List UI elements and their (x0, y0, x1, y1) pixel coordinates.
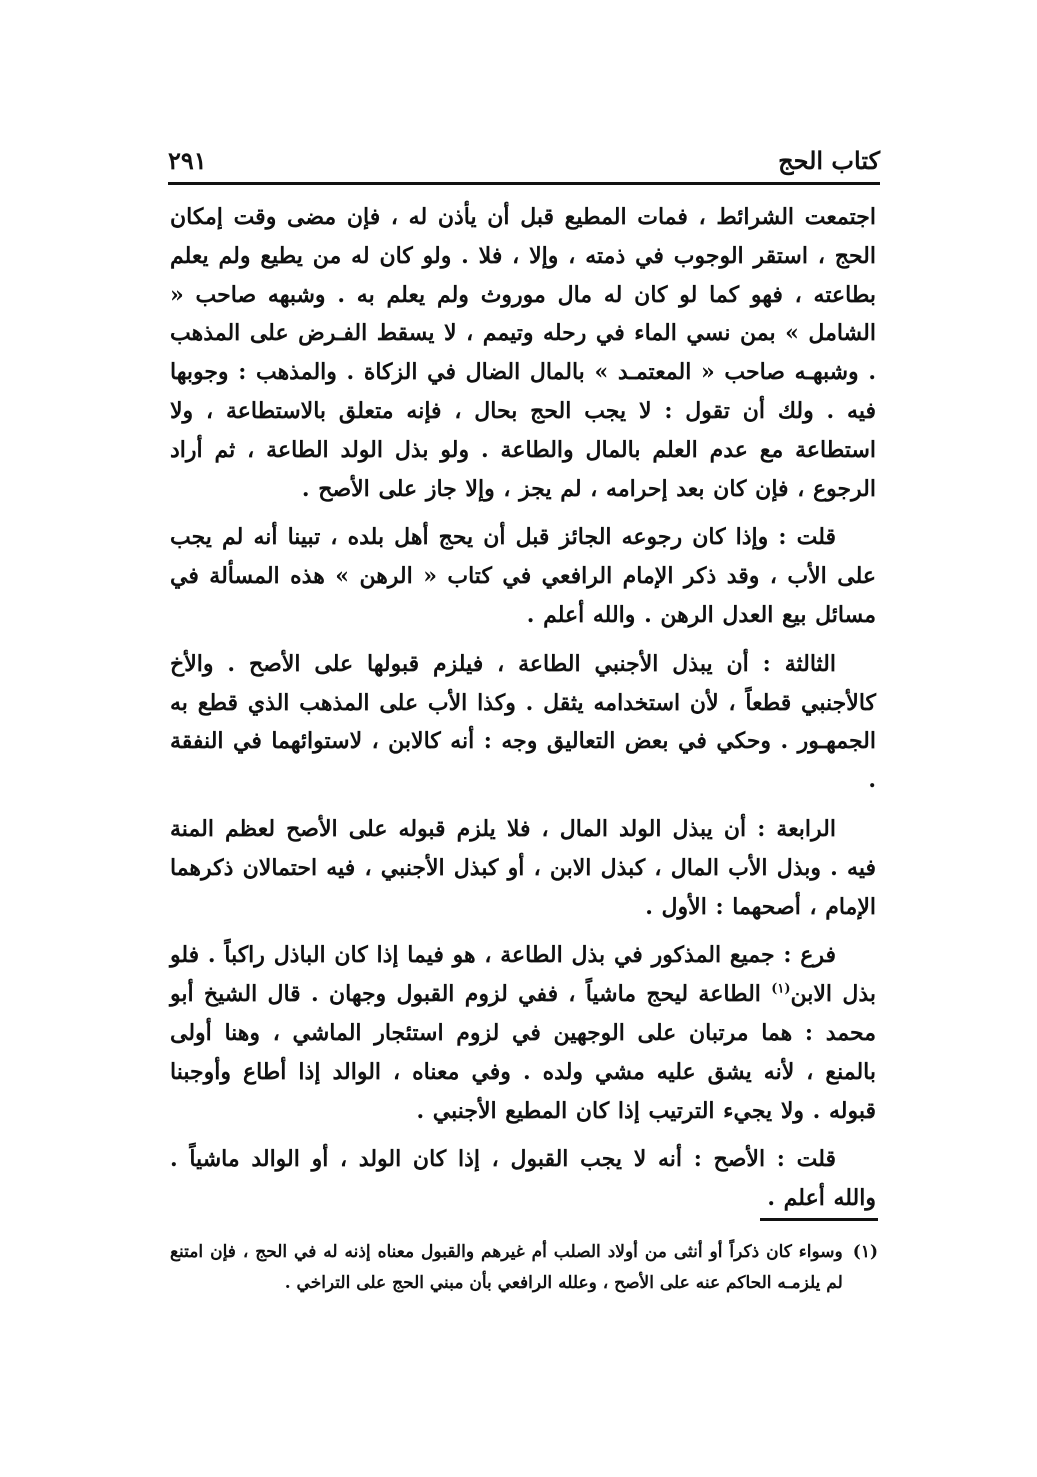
header-rule (168, 182, 880, 185)
paragraph-third-case: الثالثة : أن يبذل الأجنبي الطاعة ، فيلزم قبولها على الأصح . والأخ كالأجنبي قطعاً ، لأن استخدامه يثقل . وكذا الأب على المذهب الذي قطع به الجمهـور . وحكي في بعض التعاليق وجه : أنه كالابن ، لاستوائهما في النفقة . (170, 650, 876, 794)
footnote-number: (١) (852, 1242, 878, 1262)
paragraph-fourth-case: الرابعة : أن يبذل الولد المال ، فلا يلزم قبوله على الأصح لعظم المنة فيه . وبذل الأب المال ، كبذل الابن ، أو كبذل الأجنبي ، فيه احتمالان ذكرهما الإمام ، أصحهما : الأول . (170, 815, 876, 920)
footnote-rule (760, 1218, 878, 1221)
page-number: ٢٩١ (168, 146, 207, 175)
paragraph-continuation: اجتمعت الشرائط ، فمات المطيع قبل أن يأذن له ، فإن مضى وقت إمكان الحج ، استقر الوجوب في ذمته ، وإلا ، فلا . ولو كان له من يطيع ولم يعلم بطاعته ، فهو كما لو كان له مال موروث ولم يعلم به . وشبهه صاحب « الشامل » بمن نسي الماء في رحله وتيمم ، لا يسقط الفـرض على المذهب . وشبهـه صاحب « المعتمـد » بالمال الضال في الزكاة . والمذهب : وجوبها فيه . ولك أن تقول : لا يجب الحج بحال ، فإنه متعلق بالاستطاعة ، ولا استطاعة مع عدم العلم بالمال والطاعة . ولو بذل الولد الطاعة ، ثم أراد الرجوع ، فإن كان بعد إحرامه ، لم يجز ، وإلا جاز على الأصح . (170, 204, 876, 502)
page-header (168, 145, 880, 181)
paragraph-qultu-2: قلت : الأصح : أنه لا يجب القبول ، إذا كان الولد ، أو الوالد ماشياً . والله أعلم . (170, 1146, 876, 1212)
footnote-reference: (١) (771, 981, 791, 997)
footnote-text: وسواء كان ذكراً أو أنثى من أولاد الصلب أم غيرهم والقبول معناه إذنه له في الحج ، فإن امتنع لم يلزمـه الحاكم عنه على الأصح ، وعلله الرافعي بأن مبني الحج على التراخي . (170, 1242, 843, 1293)
footnotes (170, 1237, 878, 1299)
footnote (170, 1237, 878, 1299)
branch-text-after: الطاعة ليحج ماشياً ، ففي لزوم القبول وجهان . قال الشيخ أبو محمد : هما مرتبان على الوجهين في لزوم استئجار الماشي ، وهنا أولى بالمنع ، لأنه يشق عليه مشي ولده . وفي معناه ، الوالد إذا أطاع وأوجبنا قبوله . ولا يجيء الترتيب إذا كان المطيع الأجنبي . (170, 981, 876, 1124)
branch-text-before: فرع : جميع المذكور في بذل الطاعة ، هو فيما إذا كان الباذل راكباً . فلو بذل الابن (170, 942, 877, 1008)
main-text (170, 198, 876, 1218)
running-title: كتاب الحج (778, 146, 880, 175)
paragraph-branch (170, 936, 876, 1130)
paragraph-qultu-1: قلت : وإذا كان رجوعه الجائز قبل أن يحج أهل بلده ، تبينا أنه لم يجب على الأب ، وقد ذكر الإمام الرافعي في كتاب « الرهن » هذه المسألة في مسائل بيع العدل الرهن . والله أعلم . (170, 524, 876, 628)
